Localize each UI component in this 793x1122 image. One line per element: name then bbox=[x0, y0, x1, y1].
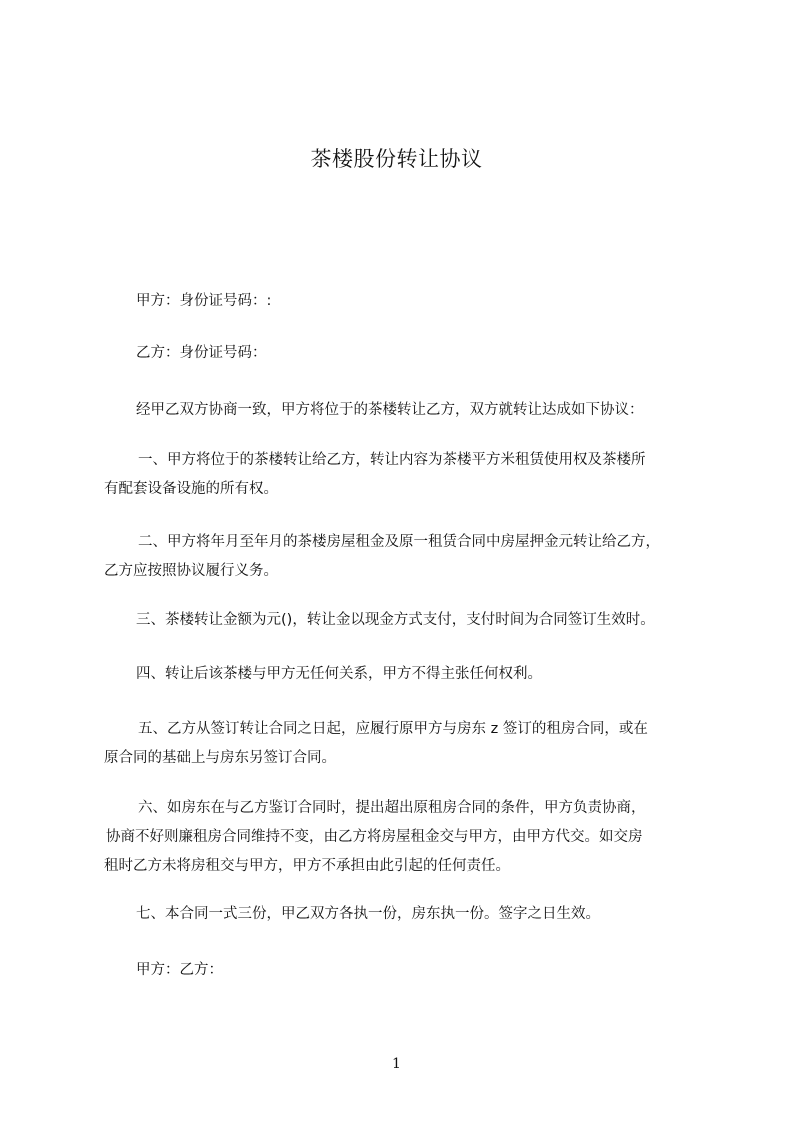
clause-3: 三、茶楼转让金额为元()，转让金以现金方式支付，支付时间为合同签订生效时。 bbox=[136, 612, 655, 628]
party-a-line: 甲方：身份证号码：: bbox=[136, 293, 272, 309]
document-title: 茶楼股份转让协议 bbox=[310, 147, 483, 171]
preamble: 经甲乙双方协商一致，甲方将位于的茶楼转让乙方，双方就转让达成如下协议： bbox=[136, 402, 644, 418]
signature-line: 甲方：乙方： bbox=[136, 962, 223, 978]
clause-2-line-2: 乙方应按照协议履行义务。 bbox=[104, 563, 278, 579]
clause-6-line-1: 六、如房东在与乙方鉴订合同时，提出超出原租房合同的条件，甲方负责协商， bbox=[138, 800, 646, 816]
clause-6-line-2: 协商不好则廉租房合同维持不变，由乙方将房屋租金交与甲方，由甲方代交。如交房 bbox=[106, 829, 643, 845]
clause-1 bbox=[104, 446, 704, 504]
clause-6-line-3: 租时乙方未将房租交与甲方，甲方不承担由此引起的任何责任。 bbox=[104, 858, 510, 874]
clause-2-line-1: 二、甲方将年月至年月的茶楼房屋租金及原一租赁合同中房屋押金元转让给乙方， bbox=[138, 534, 660, 550]
clause-7: 七、本合同一式三份，甲乙双方各执一份，房东执一份。签字之日生效。 bbox=[136, 906, 600, 922]
clause-5-line-2: 原合同的基础上与房东另签订合同。 bbox=[104, 750, 336, 766]
page-number: 1 bbox=[392, 1056, 401, 1072]
clause-1-line-1: 一、甲方将位于的茶楼转让给乙方，转让内容为茶楼平方米租赁使用权及茶楼所 bbox=[138, 452, 646, 468]
clause-4: 四、转让后该茶楼与甲方无任何关系，甲方不得主张任何权利。 bbox=[136, 666, 542, 682]
party-b-line: 乙方：身份证号码： bbox=[136, 345, 267, 361]
clause-6 bbox=[104, 794, 704, 881]
clause-1-line-2: 有配套设备设施的所有权。 bbox=[104, 481, 278, 497]
clause-5-line-1: 五、乙方从签订转让合同之日起，应履行原甲方与房东 z 签订的租房合同，或在 bbox=[138, 721, 648, 737]
clause-5 bbox=[104, 715, 704, 773]
clause-2 bbox=[104, 528, 704, 586]
